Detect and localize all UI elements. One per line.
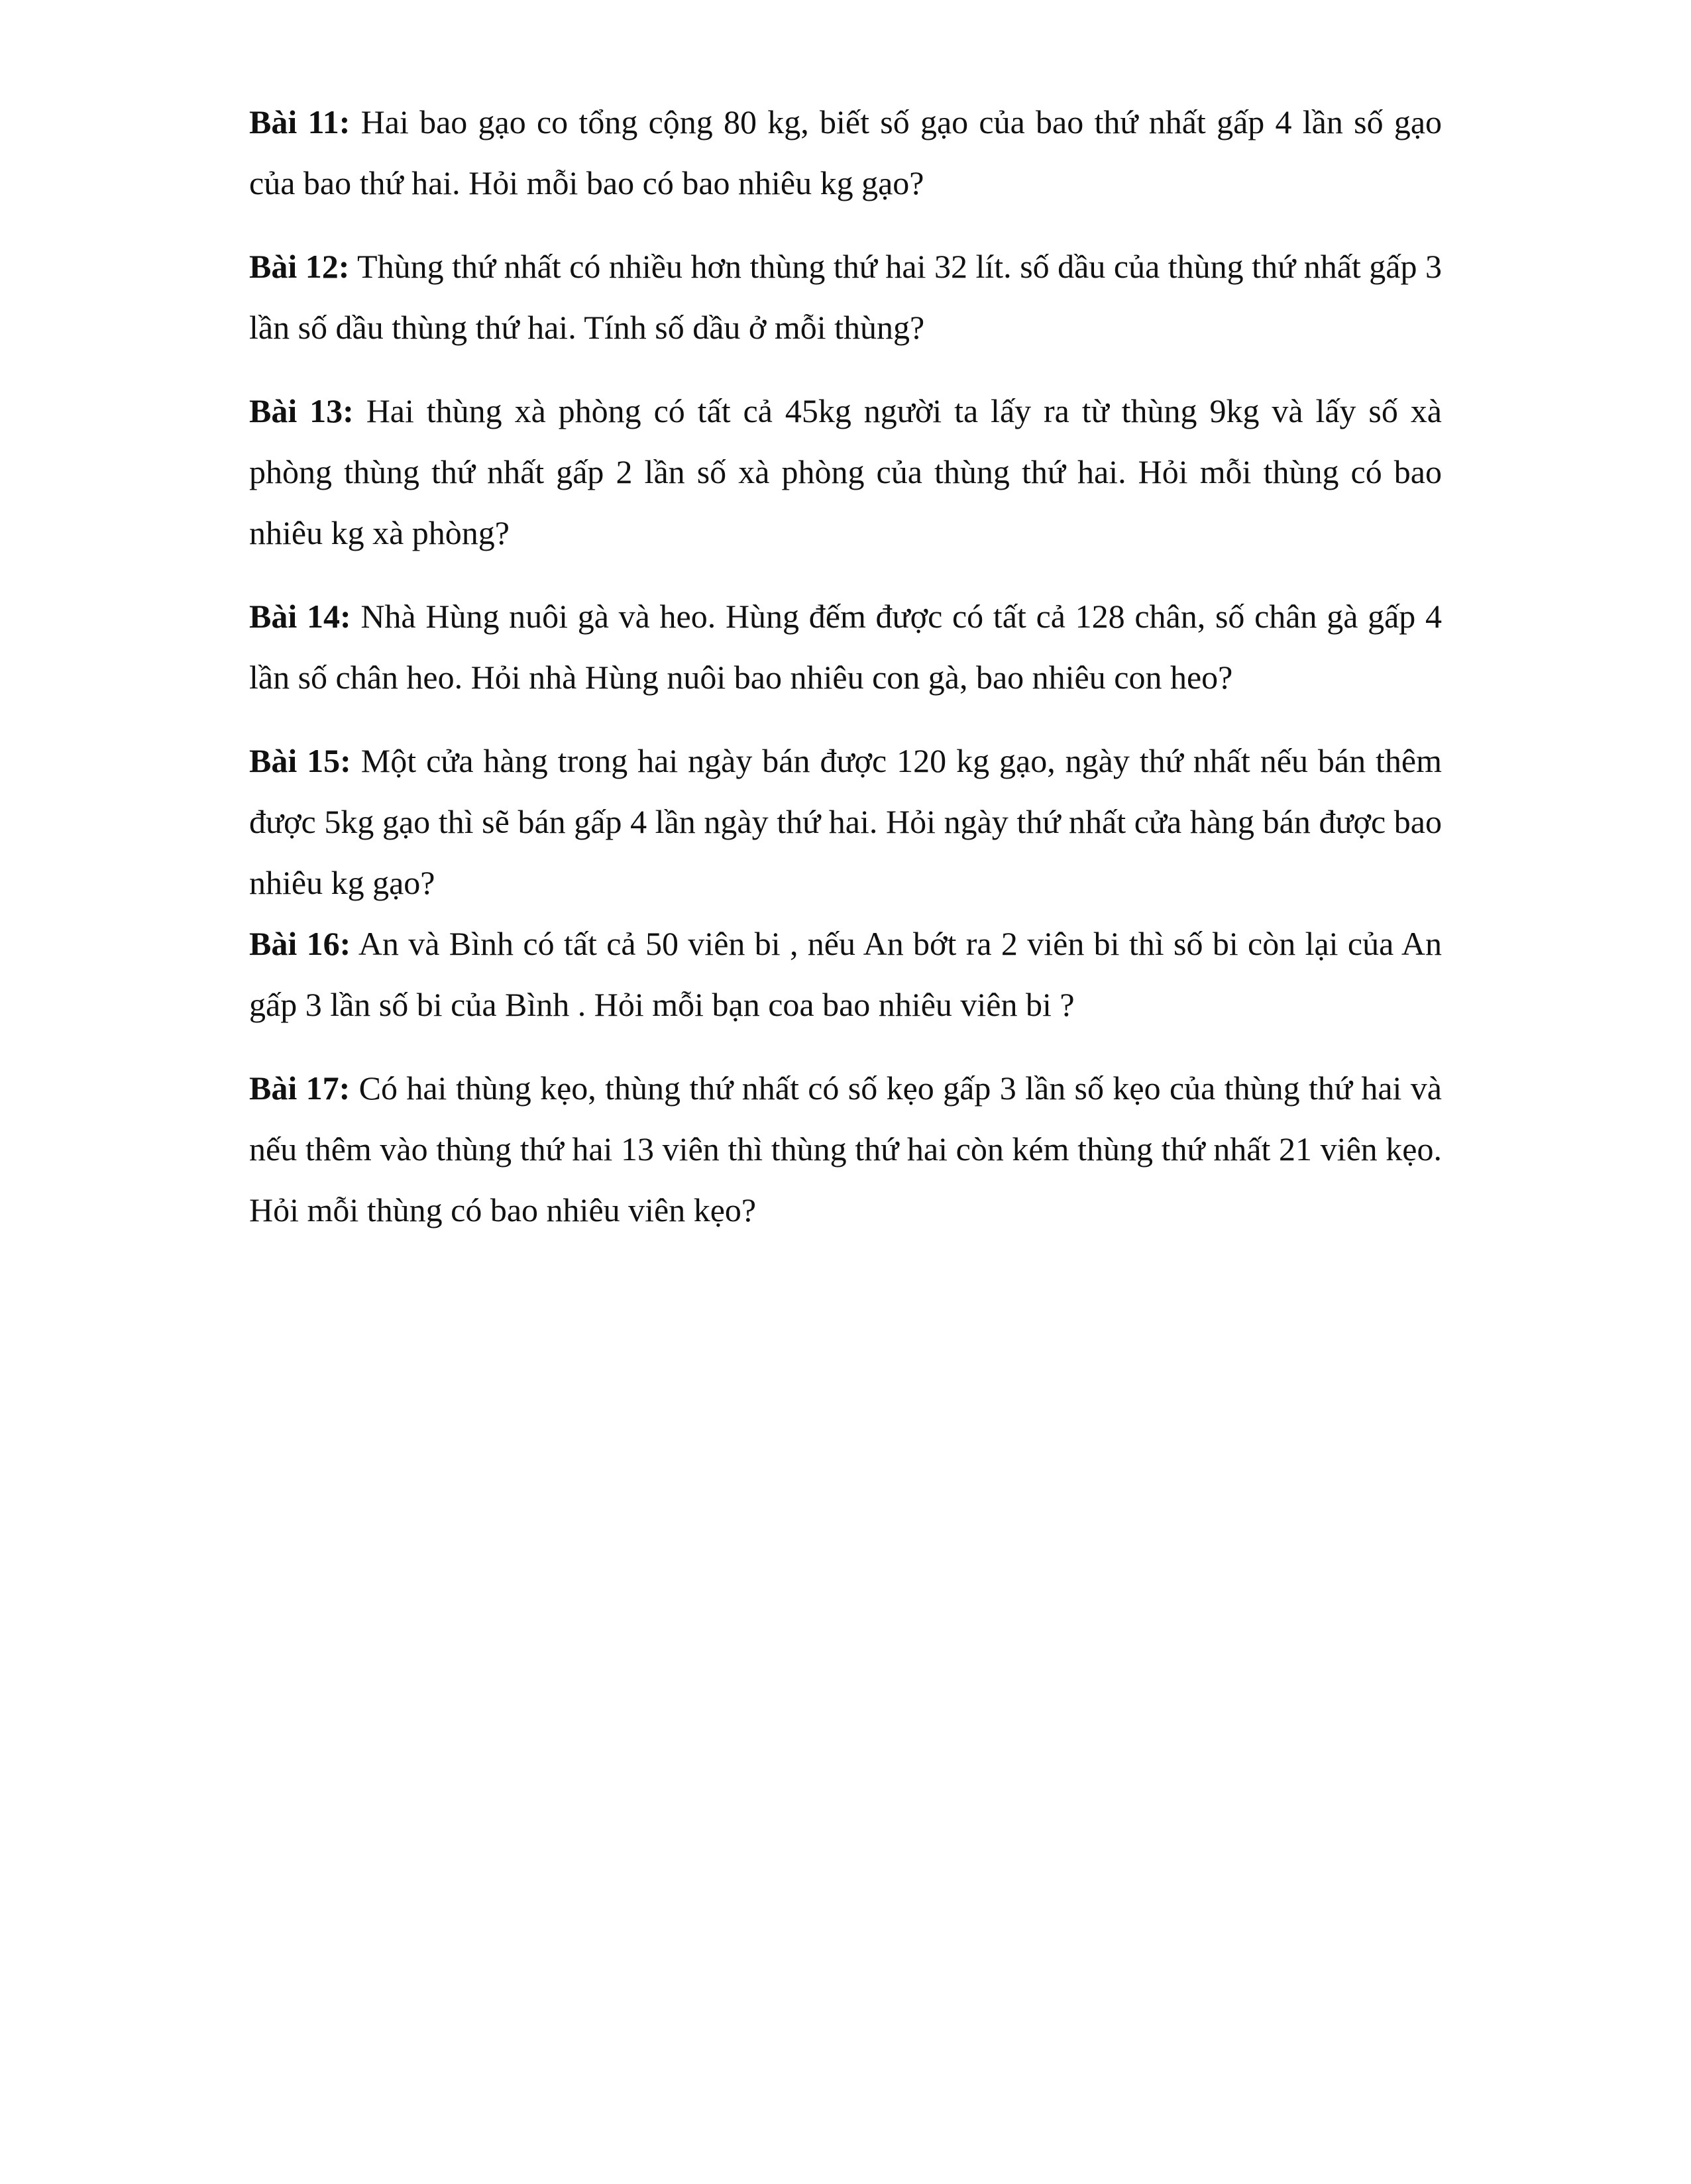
problem-text: Hai thùng xà phòng có tất cả 45kg người ta lấy ra từ thùng 9kg và lấy số xà phòng thùng thứ nhất gấp 2 lần số xà phòng của thùng thứ hai. Hỏi mỗi thùng có bao nhiêu kg xà phòng? xyxy=(249,392,1442,551)
problem-label: Bài 17: xyxy=(249,1069,351,1107)
problem-label: Bài 13: xyxy=(249,392,354,429)
problem-14 xyxy=(249,586,1442,708)
problem-list xyxy=(249,91,1442,1240)
problem-text: An và Bình có tất cả 50 viên bi , nếu An bớt ra 2 viên bi thì số bi còn lại của An gấp 3 lần số bi của Bình . Hỏi mỗi bạn coa bao nhiêu viên bi ? xyxy=(249,925,1442,1023)
problem-text: Có hai thùng kẹo, thùng thứ nhất có số kẹo gấp 3 lần số kẹo của thùng thứ hai và nếu thêm vào thùng thứ hai 13 viên thì thùng thứ hai còn kém thùng thứ nhất 21 viên kẹo. Hỏi mỗi thùng có bao nhiêu viên kẹo? xyxy=(249,1069,1442,1228)
problem-text: Thùng thứ nhất có nhiều hơn thùng thứ hai 32 lít. số dầu của thùng thứ nhất gấp 3 lần số dầu thùng thứ hai. Tính số dầu ở mỗi thùng? xyxy=(249,248,1442,346)
problem-label: Bài 16: xyxy=(249,925,351,962)
problem-11 xyxy=(249,91,1442,213)
problem-text: Hai bao gạo co tổng cộng 80 kg, biết số gạo của bao thứ nhất gấp 4 lần số gạo của bao thứ hai. Hỏi mỗi bao có bao nhiêu kg gạo? xyxy=(249,103,1443,201)
problem-13 xyxy=(249,380,1442,563)
problem-text: Nhà Hùng nuôi gà và heo. Hùng đếm được có tất cả 128 chân, số chân gà gấp 4 lần số chân heo. Hỏi nhà Hùng nuôi bao nhiêu con gà, bao nhiêu con heo? xyxy=(249,598,1443,696)
problem-17 xyxy=(249,1058,1442,1240)
problem-label: Bài 12: xyxy=(249,248,350,285)
problem-text: Một cửa hàng trong hai ngày bán được 120 kg gạo, ngày thứ nhất nếu bán thêm được 5kg gạo thì sẽ bán gấp 4 lần ngày thứ hai. Hỏi ngày thứ nhất cửa hàng bán được bao nhiêu kg gạo? xyxy=(249,742,1442,901)
problem-15 xyxy=(249,730,1442,913)
problem-12 xyxy=(249,236,1442,358)
problem-label: Bài 14: xyxy=(249,598,351,635)
problem-16 xyxy=(249,913,1442,1035)
problem-label: Bài 15: xyxy=(249,742,351,779)
problem-label: Bài 11: xyxy=(249,103,351,140)
